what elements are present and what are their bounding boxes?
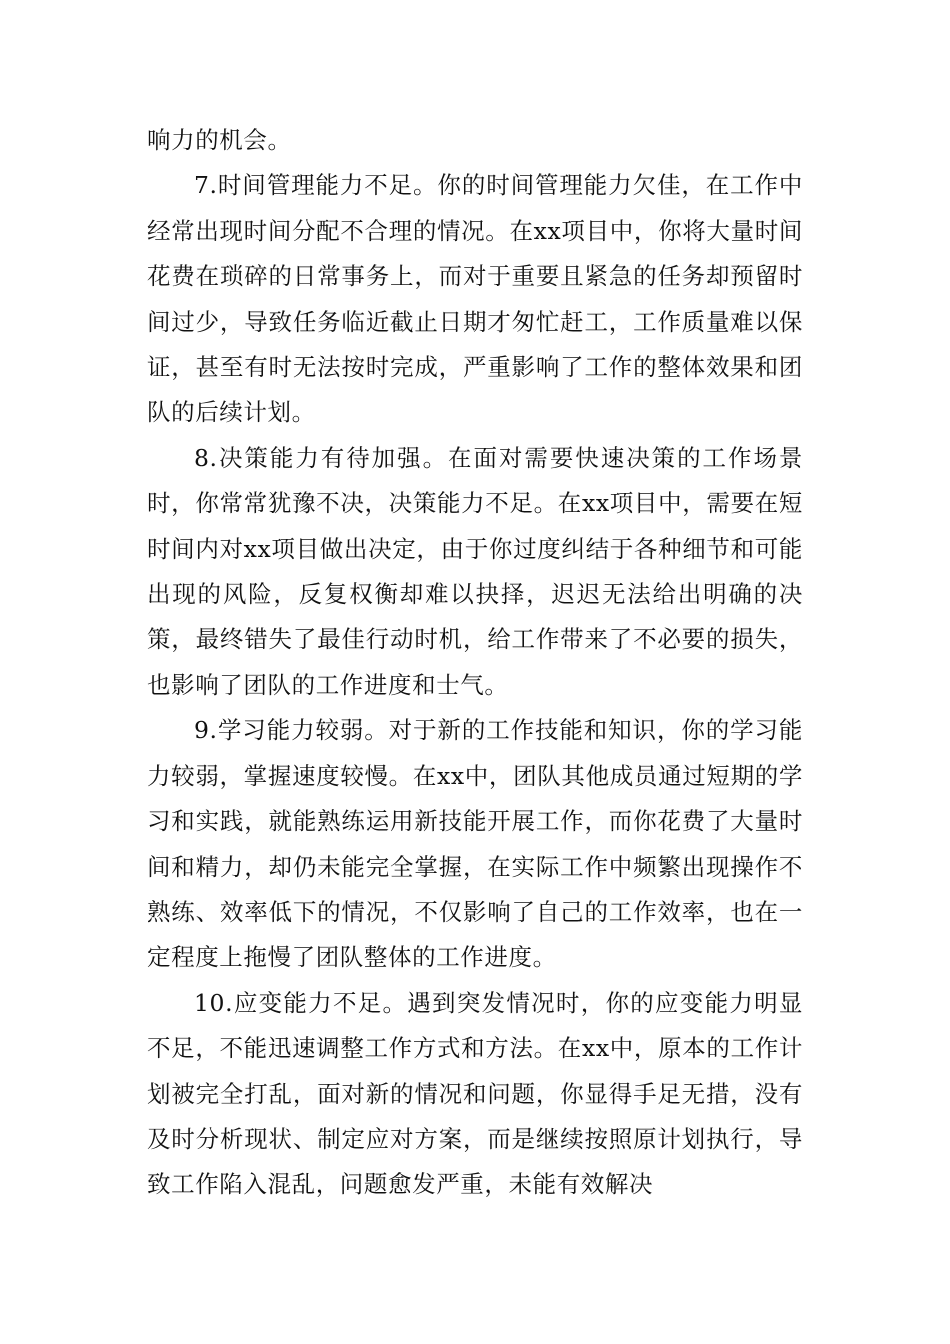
paragraph-decision-making: 8.决策能力有待加强。在面对需要快速决策的工作场景时，你常常犹豫不决，决策能力不足。在xx项目中，需要在短时间内对xx项目做出决定，由于你过度纠结于各种细节和可能出现的风险，反复权衡却难以抉择，迟迟无法给出明确的决策，最终错失了最佳行动时机，给工作带来了不必要的损失，也影响了团队的工作进度和士气。: [147, 443, 803, 699]
paragraph-learning-ability: 9.学习能力较弱。对于新的工作技能和知识，你的学习能力较弱，掌握速度较慢。在xx中，团队其他成员通过短期的学习和实践，就能熟练运用新技能开展工作，而你花费了大量时间和精力，却仍未能完全掌握，在实际工作中频繁出现操作不熟练、效率低下的情况，不仅影响了自己的工作效率，也在一定程度上拖慢了团队整体的工作进度。: [147, 716, 803, 972]
paragraph-time-management: 7.时间管理能力不足。你的时间管理能力欠佳，在工作中经常出现时间分配不合理的情况。在xx项目中，你将大量时间花费在琐碎的日常事务上，而对于重要且紧急的任务却预留时间过少，导致任务临近截止日期才匆忙赶工，工作质量难以保证，甚至有时无法按时完成，严重影响了工作的整体效果和团队的后续计划。: [147, 171, 803, 427]
paragraph-continuation: 响力的机会。: [147, 126, 292, 154]
paragraph-adaptability: 10.应变能力不足。遇到突发情况时，你的应变能力明显不足，不能迅速调整工作方式和方法。在xx中，原本的工作计划被完全打乱，面对新的情况和问题，你显得手足无措，没有及时分析现状、制定应对方案，而是继续按照原计划执行，导致工作陷入混乱，问题愈发严重，未能有效解决: [147, 988, 803, 1199]
document-body: [147, 118, 803, 1208]
